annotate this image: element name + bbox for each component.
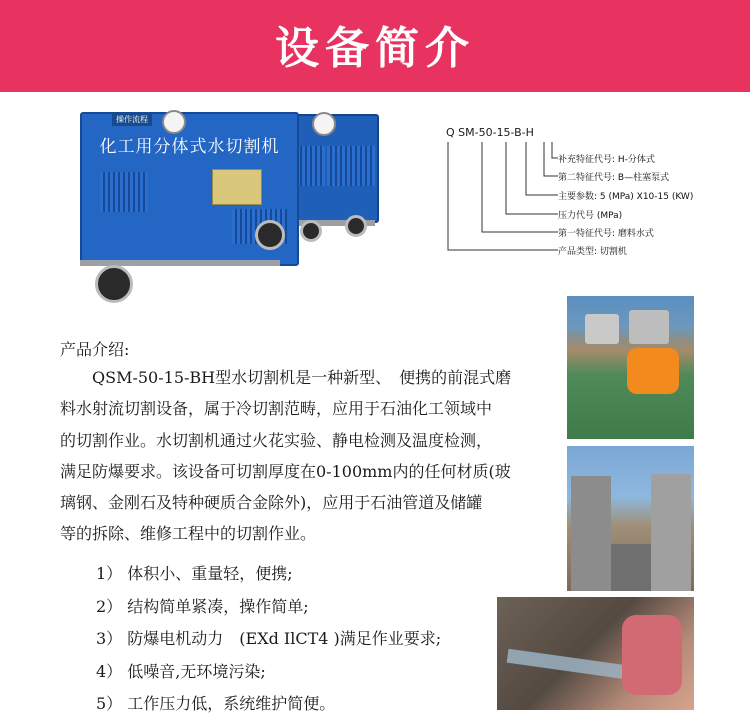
- wheel-icon: [345, 215, 367, 237]
- feature-item: 2） 结构简单紧凑，操作简单;: [96, 596, 309, 616]
- pressure-gauge-icon: [312, 112, 336, 136]
- intro-paragraph: [60, 362, 555, 550]
- wheel-icon: [95, 265, 133, 303]
- code-line: 补充特征代号: H-分体式: [558, 155, 655, 165]
- panel-label: 操作流程: [112, 114, 152, 126]
- wheel-icon: [255, 220, 285, 250]
- feature-item: 4） 低噪音,无环境污染;: [96, 661, 266, 681]
- warning-label: [212, 169, 262, 205]
- paragraph-line: 的切割作业。水切割机通过火花实验、静电检测及温度检测，: [60, 430, 493, 450]
- paragraph-line: 等的拆除、维修工程中的切割作业。: [60, 524, 317, 544]
- storage-tank: [585, 314, 619, 344]
- worker-figure: [627, 348, 679, 394]
- storage-tank: [571, 476, 611, 591]
- worker-figure: [622, 615, 682, 695]
- storage-tank: [651, 474, 691, 591]
- paragraph-line: QSM-50-15-BH型水切割机是一种新型、 便携的前混式磨: [92, 368, 512, 387]
- field-photo-cutting: [497, 597, 694, 710]
- intro-heading: 产品介绍:: [60, 340, 130, 359]
- code-line: 压力代号 (MPa): [558, 211, 623, 221]
- equipment-base: [611, 544, 651, 591]
- field-photo-tanks: [567, 446, 694, 591]
- header-banner: [0, 0, 750, 92]
- paragraph-line: 璃钢、金刚石及特种硬质合金除外)，应用于石油管道及储罐: [60, 493, 483, 513]
- code-line: 主要参数: 5 (MPa) X10-15 (KW): [558, 192, 694, 202]
- water-cutting-machine-image: [60, 100, 380, 305]
- page-title: 设备简介: [275, 23, 475, 74]
- feature-item: 1） 体积小、重量轻，便携;: [96, 564, 293, 583]
- feature-item: 5） 工作压力低，系统维护简便。: [96, 694, 336, 714]
- wheel-icon: [300, 220, 322, 242]
- model-code: Q SM-50-15-B-H: [446, 126, 534, 139]
- vent-grille: [327, 146, 375, 186]
- paragraph-line: 满足防爆要求。该设备可切割厚度在0-100mm内的任何材质(玻: [60, 461, 511, 481]
- code-line: 第二特征代号: B—柱塞泵式: [558, 173, 670, 183]
- paragraph-line: 料水射流切割设备，属于冷切割范畴，应用于石油化工领域中: [60, 399, 493, 419]
- field-photo-operator: [567, 296, 694, 439]
- pressure-gauge-icon: [162, 110, 186, 134]
- storage-tank: [629, 310, 669, 344]
- feature-list: [96, 558, 516, 721]
- model-code-diagram: [440, 120, 740, 270]
- vent-grille: [100, 172, 148, 212]
- machine-title: 化工用分体式水切割机: [99, 137, 280, 157]
- code-line: 第一特征代号: 磨料水式: [558, 229, 654, 239]
- code-line: 产品类型: 切割机: [558, 247, 627, 257]
- feature-item: 3） 防爆电机动力 (EXd IlCT4 )满足作业要求;: [96, 629, 442, 649]
- water-jet-spray: [507, 649, 628, 680]
